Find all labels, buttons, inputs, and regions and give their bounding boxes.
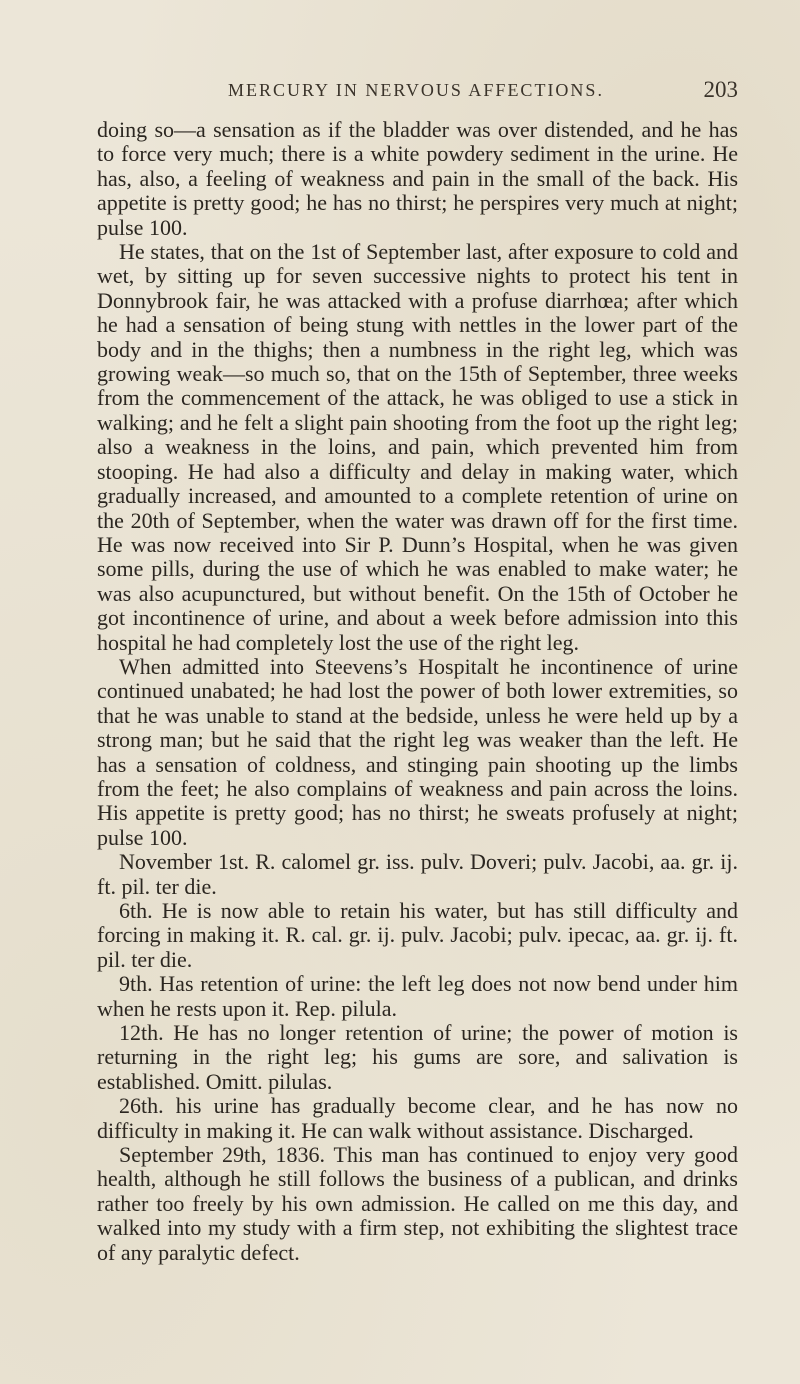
paragraph: November 1st. R. calomel gr. iss. pulv. Doveri; pulv. Jacobi, aa. gr. ij. ft. pil. ter die. bbox=[97, 849, 738, 899]
paragraph: September 29th, 1836. This man has continued to enjoy very good health, although he still follows the business of a publican, and drinks rather too freely by his own admission. He called on me this day, and walked into my study with a firm step, not exhibiting the slightest trace of any paralytic defect. bbox=[97, 1142, 738, 1265]
paragraph: doing so—a sensation as if the bladder was over distended, and he has to force very much; there is a white powdery sediment in the urine. He has, also, a feeling of weakness and pain in the small of the back. His appetite is pretty good; he has no thirst; he perspires very much at night; pulse 100. bbox=[97, 117, 738, 240]
paragraph: 9th. Has retention of urine: the left leg does not now bend under him when he rests upon it. Rep. pilula. bbox=[97, 971, 738, 1021]
page-header bbox=[228, 77, 738, 110]
paragraph: 12th. He has no longer retention of urine; the power of motion is returning in the right leg; his gums are sore, and salivation is established. Omitt. pilulas. bbox=[97, 1020, 738, 1094]
page-number: 203 bbox=[703, 77, 738, 102]
paragraph: 26th. his urine has gradually become clear, and he has now no difficulty in making it. He can walk without assistance. Discharged. bbox=[97, 1093, 738, 1143]
paragraph: He states, that on the 1st of September last, after exposure to cold and wet, by sitting up for seven successive nights to protect his tent in Donnybrook fair, he was attacked with a profuse diarrhœa; after which he had a sensation of being stung with nettles in the lower part of the body and in the thighs; then a numbness in the right leg, which was growing weak—so much so, that on the 15th of September, three weeks from the commencement of the attack, he was obliged to use a stick in walking; and he felt a slight pain shooting from the foot up the right leg; also a weakness in the loins, and pain, which prevented him from stooping. He had also a difficulty and delay in making water, which gradually increased, and amounted to a complete retention of urine on the 20th of September, when the water was drawn off for the first time. He was now received into Sir P. Dunn’s Hospital, when he was given some pills, during the use of which he was enabled to make water; he was also acupunctured, but without benefit. On the 15th of October he got incontinence of urine, and about a week before admission into this hospital he had completely lost the use of the right leg. bbox=[97, 239, 738, 655]
paragraph: 6th. He is now able to retain his water, but has still difficulty and forcing in making it. R. cal. gr. ij. pulv. Jacobi; pulv. ipecac, aa. gr. ij. ft. pil. ter die. bbox=[97, 898, 738, 972]
running-title: MERCURY IN NERVOUS AFFECTIONS. bbox=[228, 80, 604, 100]
paragraph: When admitted into Steevens’s Hospitalt he incontinence of urine continued unabated; he had lost the power of both lower extremities, so that he was unable to stand at the bedside, unless he were held up by a strong man; but he said that the right leg was weaker than the left. He has a sensation of coldness, and stinging pain shooting up the limbs from the feet; he also complains of weakness and pain across the loins. His appetite is pretty good; has no thirst; he sweats profusely at night; pulse 100. bbox=[97, 653, 738, 850]
body-text bbox=[97, 118, 738, 1265]
